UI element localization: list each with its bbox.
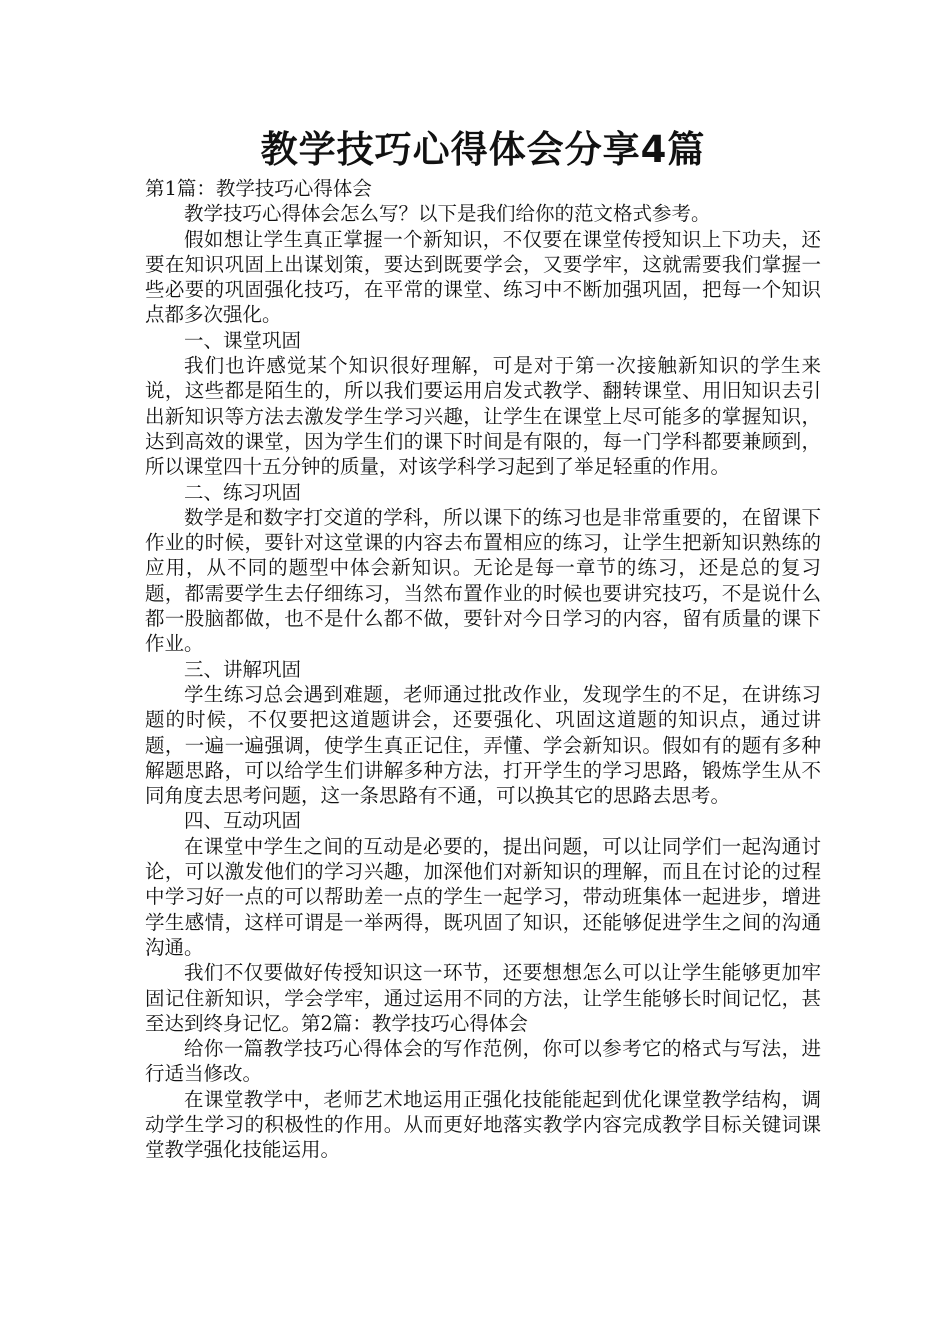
body-paragraph: 我们不仅要做好传授知识这一环节，还要想想怎么可以让学生能够更加牢固记住新知识，学会学牢，通过运用不同的方法，让学生能够长时间记忆，甚至达到终身记忆。第2篇：教学技巧心得体会 (145, 961, 821, 1035)
section-heading: 四、互动巩固 (184, 809, 302, 833)
body-paragraph: 给你一篇教学技巧心得体会的写作范例，你可以参考它的格式与写法，进行适当修改。 (145, 1037, 821, 1086)
body-paragraph: 在课堂教学中，老师艺术地运用正强化技能能起到优化课堂教学结构，调动学生学习的积极性的作用。从而更好地落实教学内容完成教学目标关键词课堂教学强化技能运用。 (145, 1087, 821, 1162)
intro-paragraph: 教学技巧心得体会怎么写？以下是我们给你的范文格式参考。 (184, 202, 711, 226)
body-paragraph: 假如想让学生真正掌握一个新知识，不仅要在课堂传授知识上下功夫，还要在知识巩固上出谋划策，要达到既要学会，又要学牢，这就需要我们掌握一些必要的巩固强化技巧，在平常的课堂、练习中不断加强巩固，把每一个知识点都多次强化。 (145, 227, 821, 327)
section-heading: 三、讲解巩固 (184, 657, 302, 681)
section-heading: 一、课堂巩固 (184, 328, 302, 352)
body-paragraph: 在课堂中学生之间的互动是必要的，提出问题，可以让同学们一起沟通讨论，可以激发他们的学习兴趣，加深他们对新知识的理解，而且在讨论的过程中学习好一点的可以帮助差一点的学生一起学习，带动班集体一起进步，增进学生感情，这样可谓是一举两得，既巩固了知识，还能够促进学生之间的沟通沟通。 (145, 834, 821, 959)
section-subtitle: 第1篇：教学技巧心得体会 (145, 177, 372, 200)
document-body (145, 176, 821, 1163)
document-title: 教学技巧心得体会分享4篇 (260, 128, 706, 171)
body-paragraph: 学生练习总会遇到难题，老师通过批改作业，发现学生的不足，在讲练习题的时候，不仅要把这道题讲会，还要强化、巩固这道题的知识点，通过讲题，一遍一遍强调，使学生真正记住，弄懂、学会新知识。假如有的题有多种解题思路，可以给学生们讲解多种方法，打开学生的学习思路，锻炼学生从不同角度去思考问题，这一条思路有不通，可以换其它的思路去思考。 (145, 682, 821, 808)
body-paragraph: 我们也许感觉某个知识很好理解，可是对于第一次接触新知识的学生来说，这些都是陌生的，所以我们要运用启发式教学、翻转课堂、用旧知识去引出新知识等方法去激发学生学习兴趣，让学生在课堂上尽可能多的掌握知识，达到高效的课堂，因为学生们的课下时间是有限的，每一门学科都要兼顾到，所以课堂四十五分钟的质量，对该学科学习起到了举足轻重的作用。 (145, 354, 821, 479)
body-paragraph: 数学是和数字打交道的学科，所以课下的练习也是非常重要的，在留课下作业的时候，要针对这堂课的内容去布置相应的练习，让学生把新知识熟练的应用，从不同的题型中体会新知识。无论是每一章节的练习，还是总的复习题，都需要学生去仔细练习，当然布置作业的时候也要讲究技巧，不是说什么都一股脑都做，也不是什么都不做，要针对今日学习的内容，留有质量的课下作业。 (145, 505, 821, 656)
section-heading: 二、练习巩固 (184, 480, 302, 504)
document-page (145, 124, 821, 1163)
